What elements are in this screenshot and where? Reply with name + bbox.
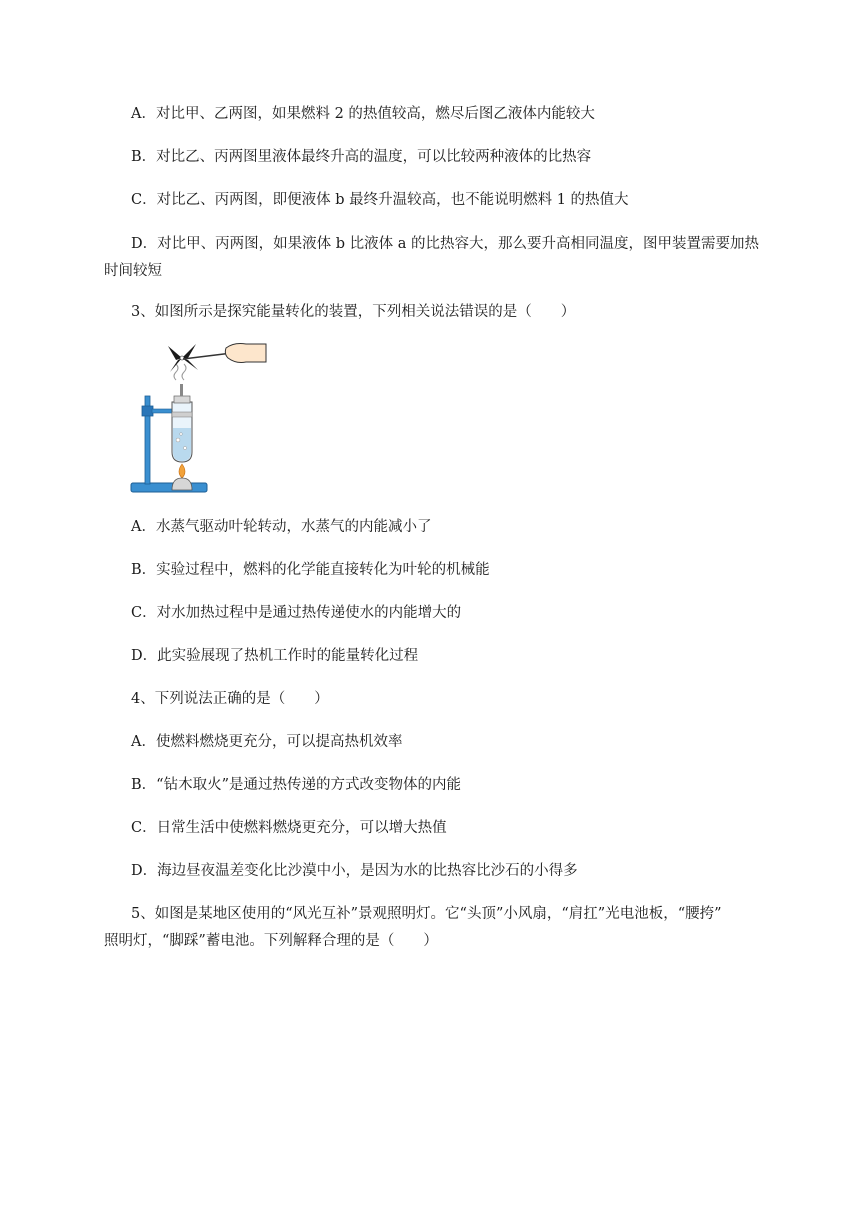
pinwheel-stick: [183, 353, 232, 359]
energy-conversion-apparatus-figure: [128, 340, 270, 498]
nozzle: [180, 384, 183, 396]
hand: [225, 344, 266, 363]
q5-stem-continued: 照明灯，“脚踩”蓄电池。下列解释合理的是（ ）: [104, 933, 438, 949]
q2-option-d-continued: 时间较短: [104, 263, 162, 279]
stopper: [174, 396, 190, 403]
q5-stem: 5、如图是某地区使用的“风光互补”景观照明灯。它“头顶”小风扇，“肩扛”光电池板，“腰挎”: [131, 906, 722, 922]
alcohol-burner: [172, 478, 192, 490]
q4-option-c: C．日常生活中使燃料燃烧更充分，可以增大热值: [131, 820, 447, 836]
tube-clamp-ring: [172, 412, 192, 417]
clamp-boss: [142, 406, 153, 416]
q2-option-d: D．对比甲、丙两图，如果液体 b 比液体 a 的比热容大，那么要升高相同温度，图甲装置需要加热: [131, 236, 759, 252]
q4-option-a: A．使燃料燃烧更充分，可以提高热机效率: [131, 734, 403, 750]
q3-option-b: B．实验过程中，燃料的化学能直接转化为叶轮的机械能: [131, 562, 490, 578]
q2-option-a: A．对比甲、乙两图，如果燃料 2 的热值较高，燃尽后图乙液体内能较大: [131, 106, 595, 122]
q2-option-c: C．对比乙、丙两图，即便液体 b 最终升温较高，也不能说明燃料 1 的热值大: [131, 192, 629, 208]
flame: [179, 464, 185, 478]
q3-option-a: A．水蒸气驱动叶轮转动，水蒸气的内能减小了: [131, 519, 432, 535]
q4-stem: 4、下列说法正确的是（ ）: [131, 691, 329, 707]
q4-option-d: D．海边昼夜温差变化比沙漠中小，是因为水的比热容比沙石的小得多: [131, 863, 578, 879]
q4-option-b: B．“钻木取火”是通过热传递的方式改变物体的内能: [131, 777, 461, 793]
q3-option-c: C．对水加热过程中是通过热传递使水的内能增大的: [131, 605, 462, 621]
stand-base: [131, 483, 207, 492]
q2-option-b: B．对比乙、丙两图里液体最终升高的温度，可以比较两种液体的比热容: [131, 149, 592, 165]
q3-stem: 3、如图所示是探究能量转化的装置，下列相关说法错误的是（ ）: [131, 304, 576, 320]
q3-option-d: D．此实验展现了热机工作时的能量转化过程: [131, 648, 419, 664]
